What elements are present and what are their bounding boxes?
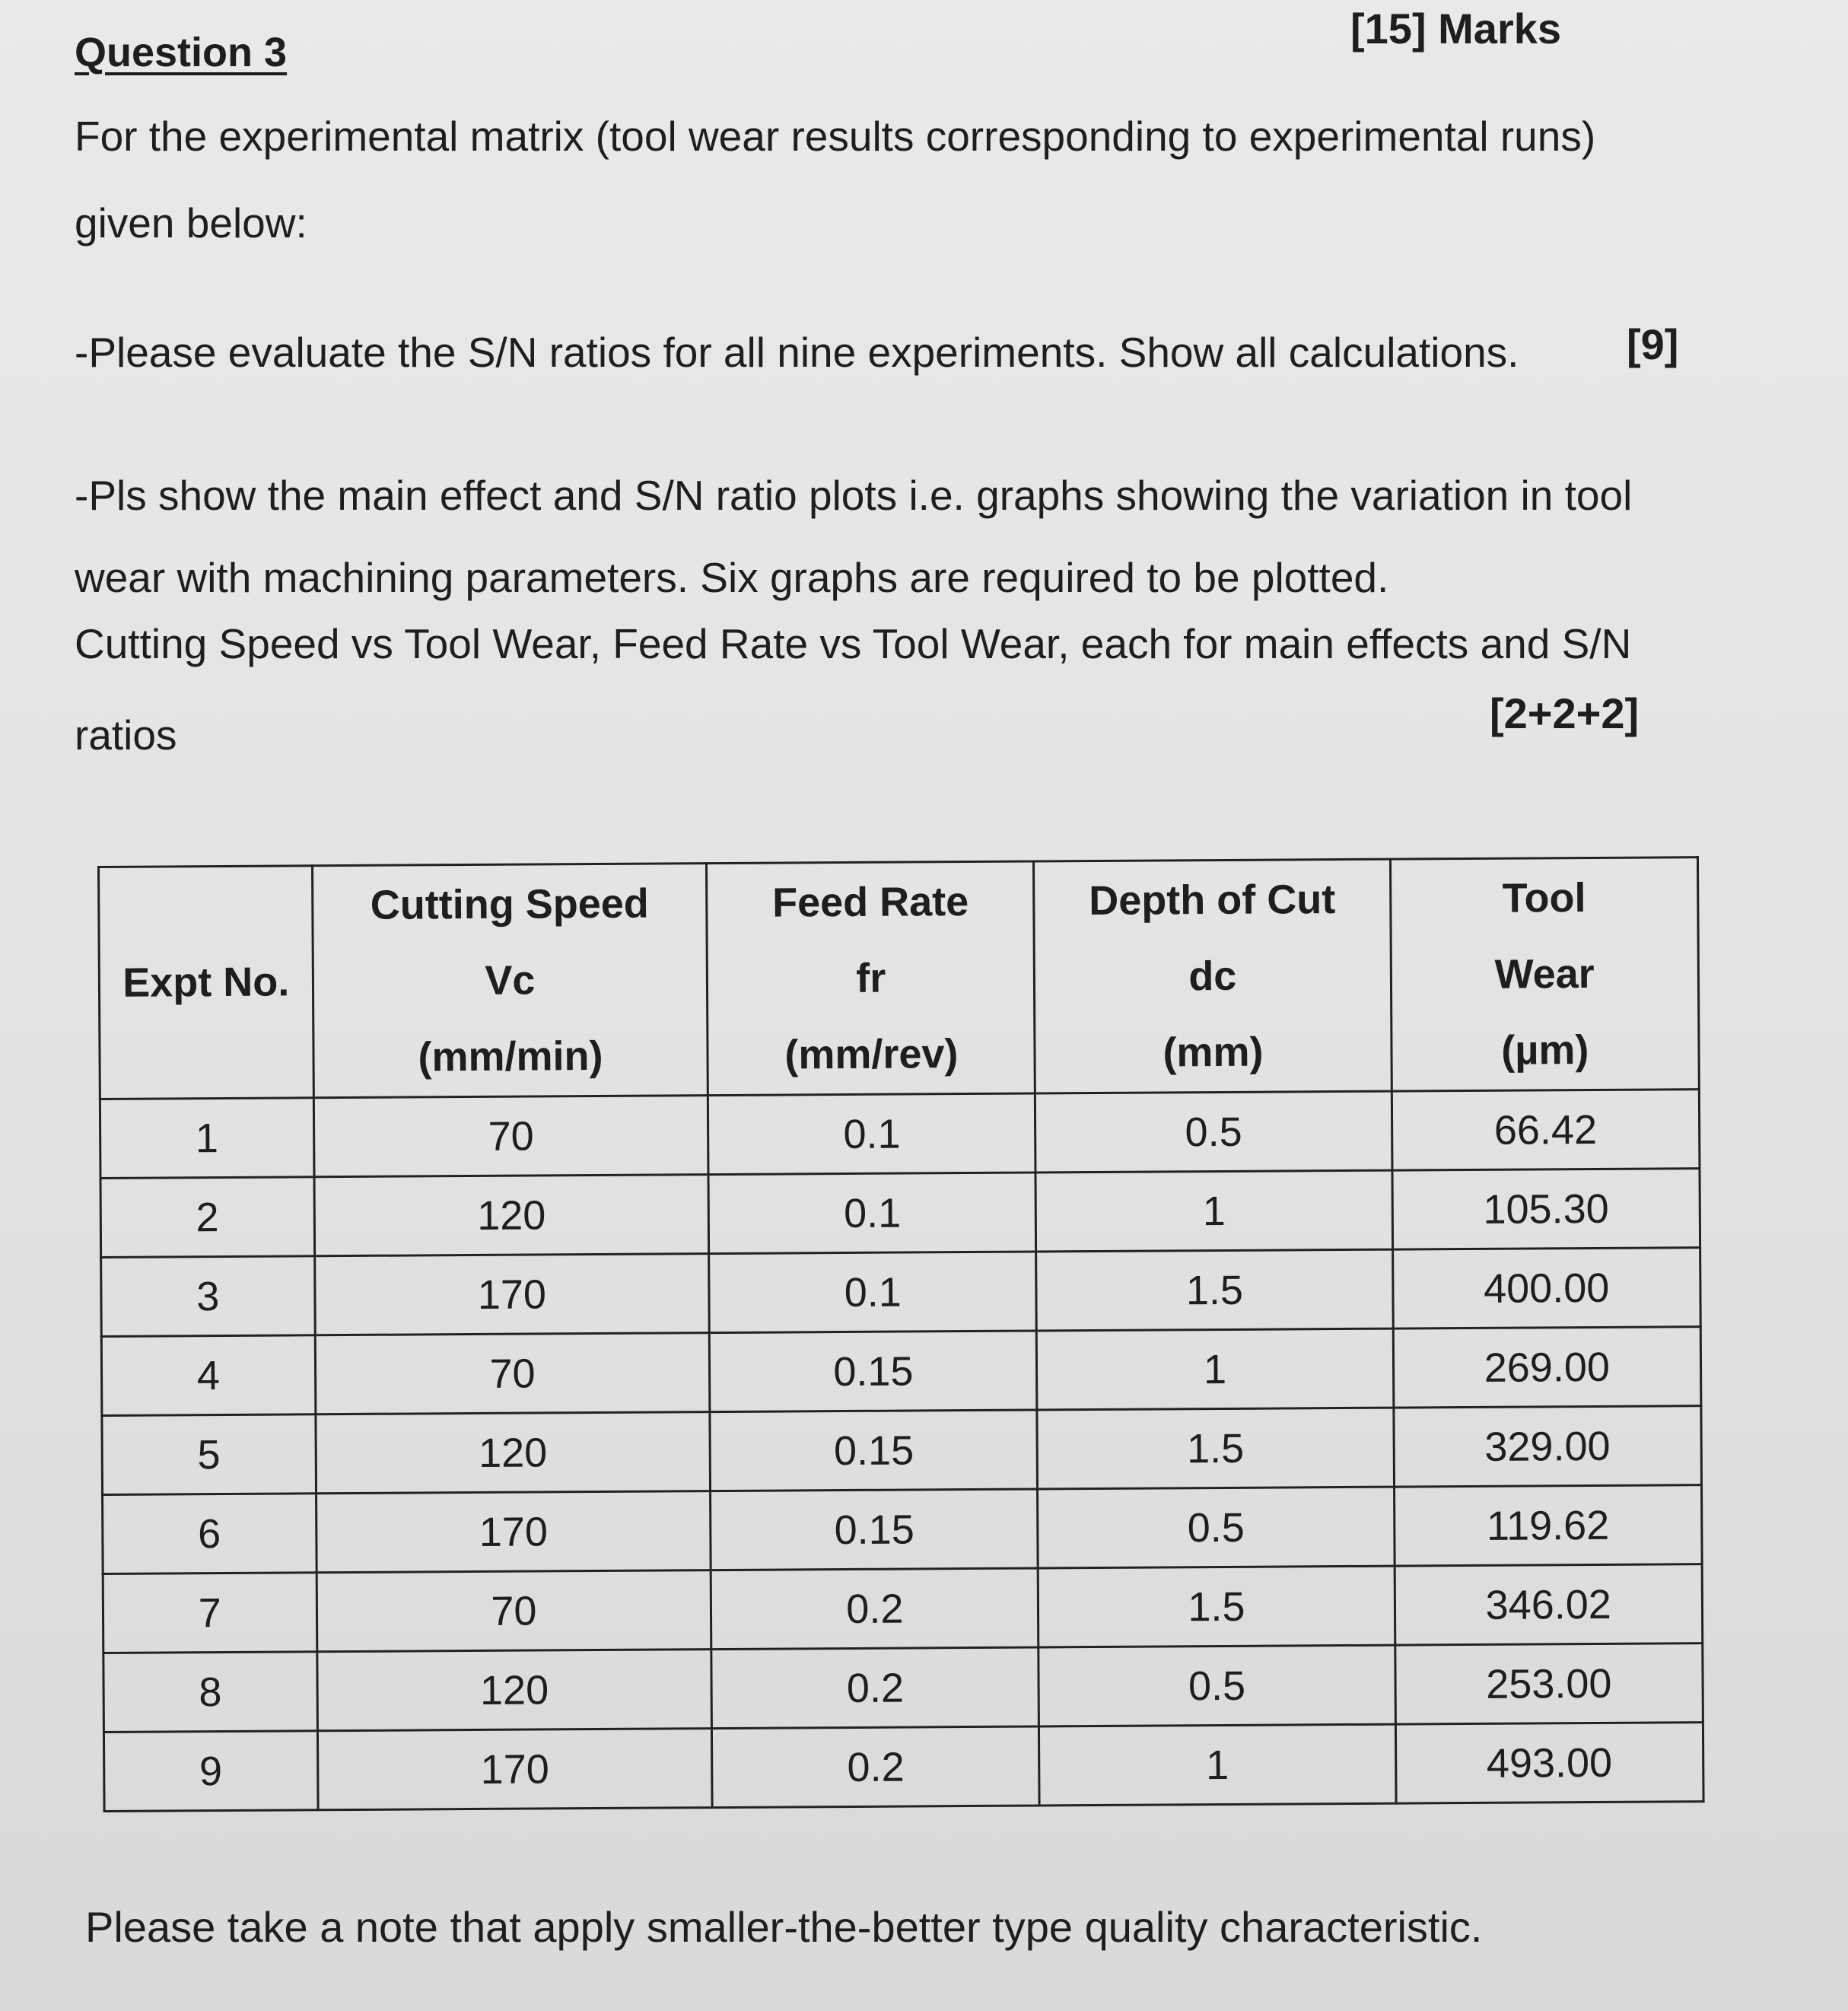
cell-expt-no: 5 — [102, 1414, 316, 1495]
cell-expt-no: 4 — [101, 1335, 315, 1416]
cell-expt-no: 6 — [103, 1494, 316, 1574]
cell-cutting-speed: 170 — [316, 1491, 711, 1573]
cell-feed-rate: 0.1 — [708, 1093, 1036, 1175]
cell-feed-rate: 0.2 — [711, 1647, 1039, 1729]
total-marks: [15] Marks — [1350, 5, 1562, 53]
header-depth-of-cut — [1034, 859, 1392, 1093]
table-header-row — [99, 858, 1700, 1099]
task-2-line-3: Cutting Speed vs Tool Wear, Feed Rate vs Tool Wear, each for main effects and S/N — [75, 620, 1632, 667]
cell-tool-wear: 119.62 — [1394, 1485, 1702, 1566]
header-feed-rate — [707, 861, 1035, 1096]
header-line: Depth of Cut — [1089, 877, 1336, 924]
cell-depth-of-cut: 1.5 — [1036, 1249, 1393, 1331]
cell-expt-no: 8 — [103, 1652, 317, 1733]
cell-feed-rate: 0.15 — [710, 1331, 1038, 1412]
table-row — [103, 1564, 1703, 1653]
header-tool-wear — [1390, 858, 1699, 1091]
cell-depth-of-cut: 0.5 — [1039, 1645, 1395, 1726]
cell-tool-wear: 346.02 — [1395, 1564, 1703, 1645]
header-line: (mm) — [1163, 1029, 1264, 1076]
cell-tool-wear: 329.00 — [1393, 1406, 1701, 1487]
cell-tool-wear: 105.30 — [1392, 1169, 1700, 1249]
table-row — [103, 1643, 1703, 1733]
cell-depth-of-cut: 1.5 — [1038, 1566, 1395, 1647]
cell-feed-rate: 0.2 — [711, 1568, 1039, 1650]
cell-cutting-speed: 70 — [313, 1096, 708, 1177]
cell-expt-no: 1 — [100, 1098, 313, 1179]
cell-depth-of-cut: 0.5 — [1038, 1487, 1395, 1568]
cell-cutting-speed: 70 — [315, 1333, 710, 1414]
quality-characteristic-note: Please take a note that apply smaller-the-better type quality characteristic. — [85, 1903, 1483, 1951]
header-line: (µm) — [1501, 1027, 1589, 1074]
header-line: fr — [856, 955, 886, 1001]
cell-depth-of-cut: 1 — [1035, 1170, 1392, 1252]
intro-line-1: For the experimental matrix (tool wear results corresponding to experimental runs) — [75, 113, 1596, 160]
header-line: Wear — [1494, 950, 1595, 998]
cell-cutting-speed: 170 — [317, 1729, 712, 1810]
cell-expt-no: 3 — [101, 1256, 315, 1337]
cell-depth-of-cut: 1 — [1039, 1724, 1396, 1806]
header-expt-no-label: Expt No. — [122, 959, 290, 1006]
cell-feed-rate: 0.15 — [711, 1489, 1039, 1570]
header-line: Tool — [1502, 875, 1586, 921]
cell-cutting-speed: 120 — [314, 1175, 709, 1256]
cell-feed-rate: 0.2 — [712, 1726, 1040, 1808]
cell-tool-wear: 66.42 — [1392, 1090, 1700, 1170]
cell-cutting-speed: 120 — [316, 1650, 711, 1731]
cell-tool-wear: 493.00 — [1395, 1723, 1703, 1803]
cell-feed-rate: 0.15 — [710, 1410, 1038, 1491]
header-cutting-speed — [312, 864, 708, 1098]
cell-feed-rate: 0.1 — [709, 1252, 1037, 1333]
table-row — [101, 1248, 1701, 1337]
task-2-line-4: ratios — [75, 711, 177, 759]
task-2-marks: [2+2+2] — [1490, 689, 1640, 737]
intro-line-2: given below: — [75, 199, 307, 247]
cell-cutting-speed: 70 — [316, 1570, 711, 1652]
table-row — [102, 1406, 1702, 1495]
header-expt-no — [99, 866, 313, 1099]
cell-depth-of-cut: 1 — [1037, 1328, 1394, 1410]
cell-cutting-speed: 170 — [314, 1254, 709, 1335]
header-line: (mm/min) — [418, 1033, 603, 1080]
question-title: Question 3 — [75, 30, 288, 75]
cell-expt-no: 9 — [103, 1731, 317, 1812]
table-row — [103, 1723, 1703, 1812]
task-1-marks: [9] — [1627, 320, 1679, 368]
table-row — [100, 1090, 1700, 1179]
cell-tool-wear: 253.00 — [1395, 1643, 1703, 1724]
task-2-line-2: wear with machining parameters. Six graphs are required to be plotted. — [75, 554, 1389, 601]
task-1-text: -Please evaluate the S/N ratios for all nine experiments. Show all calculations. — [75, 329, 1519, 376]
cell-depth-of-cut: 1.5 — [1037, 1408, 1394, 1489]
header-line: Cutting Speed — [370, 880, 649, 928]
cell-cutting-speed: 120 — [315, 1412, 710, 1494]
header-line: (mm/rev) — [784, 1031, 959, 1078]
cell-feed-rate: 0.1 — [708, 1173, 1036, 1254]
cell-expt-no: 7 — [103, 1573, 316, 1653]
experimental-matrix-table — [97, 856, 1705, 1812]
cell-expt-no: 2 — [100, 1177, 314, 1258]
cell-tool-wear: 400.00 — [1392, 1248, 1700, 1328]
task-2-line-1: -Pls show the main effect and S/N ratio plots i.e. graphs showing the variation in tool — [75, 472, 1633, 519]
table-row — [103, 1485, 1703, 1574]
table-row — [100, 1169, 1700, 1258]
table-row — [101, 1327, 1701, 1416]
cell-tool-wear: 269.00 — [1393, 1327, 1701, 1408]
cell-depth-of-cut: 0.5 — [1035, 1091, 1392, 1173]
header-line: Feed Rate — [771, 879, 969, 926]
header-line: dc — [1188, 953, 1237, 1000]
header-line: Vc — [485, 957, 536, 1004]
